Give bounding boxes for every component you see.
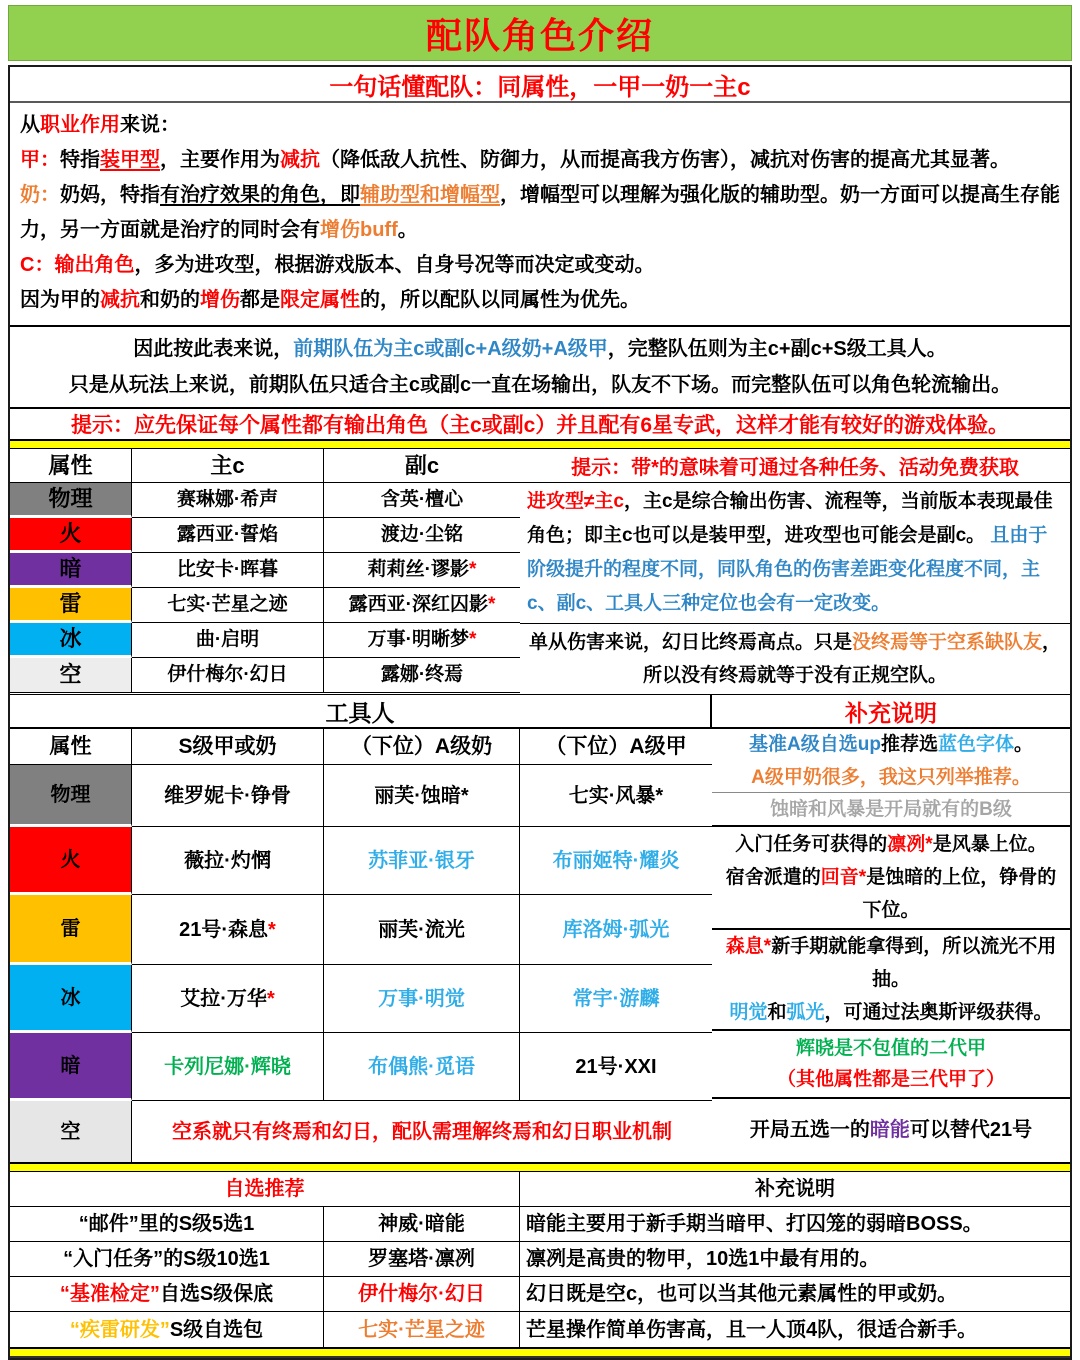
text-segment: 可以替代21号 [909,1119,1033,1141]
text-segment: 都是 [240,289,280,311]
intro-line-tank [20,143,1060,178]
text-segment: 没终焉等于空系缺队友 [851,632,1042,653]
sub-c-cell [324,658,520,693]
text-segment: ，所以没有终焉就等于没有正规空队。 [642,632,1062,686]
main-c-cell [132,483,324,518]
column-header-sub-c: 副c [324,449,520,483]
selector-char-cell [324,1242,520,1277]
text-segment: 因为甲的 [20,289,100,311]
text-segment: 和 [767,1002,787,1023]
tip-text [71,409,1009,439]
attr-cell-ice: 冰 [10,965,132,1033]
text-segment: “邮件”里的S级5选1 [78,1213,255,1235]
attr-cell-void: 空 [10,658,132,693]
sub-c-cell [324,518,520,553]
a-tank-cell [520,895,712,965]
s-rank-cell [132,965,324,1033]
note-line [717,930,1065,996]
a-healer-cell [324,1033,520,1101]
text-segment: C： [20,254,55,276]
text-segment: 从 [20,114,40,136]
column-header-main-c: 主c [132,449,324,483]
a-healer-cell [324,827,520,895]
text-segment: 基准A级自选up [749,733,881,755]
attr-cell-dark: 暗 [10,1033,132,1101]
tip-row [10,407,1070,439]
text-segment: 蚀暗和风暴是开局就有的B级 [770,798,1012,820]
text-segment: 奶妈，特指 [60,184,160,206]
support-table-body [10,729,1070,1162]
text-segment: 开局五选一的 [749,1119,870,1141]
content-frame [8,65,1072,1360]
text-segment: ，主要作用为 [160,149,280,171]
text-segment: 暗能 [869,1119,910,1141]
title-bar [8,5,1072,61]
text-segment: ，可通过法奥斯评级获得。 [824,1002,1053,1023]
text-segment: 布偶熊·觅语 [368,1055,475,1078]
selector-source-cell [10,1207,324,1242]
text-segment: 曲·启明 [195,629,260,650]
text-segment: 辅助型和增幅型 [360,184,500,206]
text-segment: 自选S级保底 [159,1283,274,1305]
a-tank-cell [520,827,712,895]
note-free-upgrades [712,827,1070,930]
yellow-divider-1 [10,439,1070,449]
selector-table-title: 自选推荐 [10,1172,520,1207]
text-segment: 暗能主要用于新手期当暗甲、打囚笼的弱暗BOSS。 [526,1213,983,1235]
text-segment: 21号·森息 [179,918,269,941]
note-line [735,828,1046,861]
yellow-divider-2 [10,1162,1070,1172]
free-character-tip [520,449,1070,483]
text-segment: 空系就只有终焉和幻日，配队需理解终焉和幻日职业机制 [172,1120,672,1143]
attr-cell-thunder: 雷 [10,588,132,623]
sub-c-cell [324,483,520,518]
text-segment: 丽芙·流光 [378,918,465,941]
text-segment: 辉晓是不包值的二代甲 [795,1038,986,1059]
text-segment: A级甲奶很多，我这只列举推荐。 [751,766,1031,788]
sub-c-cell [324,588,520,623]
void-merged-cell [132,1101,712,1162]
text-segment: * [268,918,276,941]
text-segment: * [266,987,275,1010]
text-segment: 奶： [20,184,60,206]
text-segment: 凛冽是高贵的物甲，10选1中最有用的。 [526,1248,880,1270]
text-segment: 幻日既是空c，也可以当其他元素属性的甲或奶。 [526,1283,958,1305]
main-c-note [520,483,1070,624]
text-segment: 芒星操作简单伤害高，且一人顶4队，很适合新手。 [526,1318,978,1341]
note-gen2-tank [712,1031,1070,1099]
text-segment: 推荐选 [880,733,938,755]
text-segment: 蓝色字体 [937,733,1014,755]
text-segment: ，增幅型可以理解为强化版的辅助型。奶一方面可以提高生存能力，另一方面就是治疗的同时会有 [20,184,1060,241]
main-c-cell [132,658,324,693]
text-segment: 神威·暗能 [378,1213,465,1235]
text-segment: 职业作用 [40,114,120,136]
text-segment: 艾拉·万华 [180,987,267,1010]
text-segment: “入门任务”的S级10选1 [63,1248,270,1270]
a-tank-cell [520,1033,712,1101]
text-segment: 增伤buff [320,219,398,241]
text-segment: * [468,559,477,580]
text-segment: 含英·檀心 [380,489,464,510]
column-header-a-tank: （下位）A级甲 [520,729,712,765]
column-header-attr: 属性 [10,729,132,765]
dps-notes-column [520,449,1070,694]
text-segment: 常宇·游麟 [572,987,660,1010]
text-segment: 露娜·终焉 [380,664,464,685]
main-c-cell [132,518,324,553]
note-line [751,761,1031,794]
text-segment: 只是从玩法上来说，前期队伍只适合主c或副c一直在场输出，队友不下场。而完整队伍可以角色轮流输出。 [68,374,1012,396]
text-segment: ，完整队伍则为主c+副c+S级工具人。 [607,338,947,360]
text-segment: 21号·XXI [575,1055,657,1078]
dps-table [10,449,1070,694]
text-segment: 布丽姬特·耀炎 [552,849,680,872]
support-table-titles [10,695,1070,729]
bottom-yellow-bar [10,1347,1070,1358]
a-tank-cell [520,765,712,827]
text-segment: 是蚀暗的上位，铮骨的下位。 [862,867,1057,921]
note-b-rank [712,793,1070,827]
selector-notes-title: 补充说明 [520,1172,1070,1207]
text-segment: 弧光 [786,1002,825,1023]
note-line [796,1033,986,1064]
attr-cell-physical: 物理 [10,765,132,827]
text-segment: 万事·明晰梦 [367,629,469,650]
text-segment: 回音* [820,867,867,888]
selector-source-cell [10,1242,324,1277]
text-segment: 因此按此表来说， [133,338,294,360]
selector-char-cell [324,1277,520,1312]
text-segment: 且由于阶级提升的程度不同，同队角色的伤害差距变化程度不同，主c、副c、工具人三种定位也会有一定改变。 [527,525,1048,614]
attr-cell-thunder: 雷 [10,895,132,965]
dps-table-grid [10,449,520,694]
support-table-grid [10,729,712,1162]
s-rank-cell [132,895,324,965]
text-segment: 特指 [60,149,100,171]
note-line [749,728,1033,761]
selector-note-cell [520,1242,1070,1277]
text-segment: 明觉 [729,1002,768,1023]
main-c-cell [132,588,324,623]
text-segment: 露西亚·深红囚影 [348,594,488,615]
attr-cell-void: 空 [10,1101,132,1162]
s-rank-cell [132,827,324,895]
note-void-text [526,626,1064,692]
s-rank-cell [132,765,324,827]
text-segment: 增伤 [200,289,240,311]
summary-box [10,325,1070,407]
selector-char-cell [324,1312,520,1347]
column-header-s-rank: S级甲或奶 [132,729,324,765]
note-newbie-obtain [712,930,1070,1031]
note-line [729,996,1052,1029]
support-table [10,694,1070,1162]
text-segment: 宿舍派遣的 [725,867,821,888]
selector-note-cell [520,1207,1070,1242]
attr-cell-physical: 物理 [10,483,132,518]
text-segment: 库洛姆·弧光 [562,918,670,941]
text-segment: 丽芙·蚀暗* [374,784,469,807]
intro-line-dps [20,248,1060,283]
text-segment: S级自选包 [169,1318,264,1341]
column-header-attr: 属性 [10,449,132,483]
text-segment: 输出角色 [54,254,135,276]
text-segment: 提示：应先保证每个属性都有输出角色（主c或副c）并且配有6星专武，这样才能有较好的游戏体验。 [70,414,1010,437]
attr-cell-dark: 暗 [10,553,132,588]
text-segment: 限定属性 [280,289,360,311]
text-segment: 七实·芒星之迹 [358,1318,485,1341]
text-segment: 。 [1013,733,1033,755]
attr-cell-fire: 火 [10,518,132,553]
selector-char-cell [324,1207,520,1242]
text-segment: 提示：带*的意味着可通过各种任务、活动免费获取 [571,457,1019,479]
void-note [520,624,1070,694]
text-segment: 。 [397,219,418,241]
selector-source-cell [10,1312,324,1347]
text-segment: * [468,629,477,650]
text-segment: 有治疗效果的角色，即 [160,184,360,206]
text-segment: （其他属性都是三代甲了） [776,1069,1005,1090]
note-line [750,1114,1032,1147]
selector-source-cell [10,1277,324,1312]
support-notes-column [712,729,1070,1162]
text-segment: 减抗 [100,289,140,311]
note-line [777,1064,1005,1095]
text-segment: 渡边·尘铭 [380,524,464,545]
support-notes-title: 补充说明 [845,699,937,726]
column-header-a-healer: （下位）A级奶 [324,729,520,765]
attr-cell-fire: 火 [10,827,132,895]
intro-line-roles [20,108,1060,143]
text-segment: ，主c是综合输出伤害、流程等，当前版本表现最佳角色；即主c也可以是装甲型，进攻型也可能会是副c。 [527,491,1053,546]
text-segment: 和奶的 [140,289,200,311]
text-segment: 维罗妮卡·铮骨 [164,784,291,807]
text-segment: 是风暴上位。 [932,834,1047,855]
text-segment: 新手期就能拿得到，所以流光不用抽。 [771,936,1057,990]
a-tank-cell [520,965,712,1033]
text-segment: 伊什梅尔·幻日 [167,664,288,685]
text-segment: 凛冽* [887,834,933,855]
text-segment: 装甲型 [100,149,160,171]
text-segment: 卡列尼娜·辉晓 [164,1055,291,1078]
sub-c-cell [324,553,520,588]
text-segment: “基准检定” [59,1283,160,1305]
text-segment: 甲： [20,149,60,171]
s-rank-cell [132,1033,324,1101]
text-segment: 七实·风暴* [568,784,664,807]
intro-line-healer [20,178,1060,248]
main-c-cell [132,553,324,588]
text-segment: 薇拉·灼惘 [184,849,271,872]
text-segment: （降低敌人抗性、防御力，从而提高我方伤害），减抗对伤害的提高尤其显著。 [320,149,1010,171]
text-segment: 苏菲亚·银牙 [368,849,475,872]
text-segment: * [487,594,496,615]
attr-cell-ice: 冰 [10,623,132,658]
text-segment: 来说： [120,114,180,136]
a-healer-cell [324,965,520,1033]
a-healer-cell [324,895,520,965]
text-segment: 入门任务可获得的 [735,834,888,855]
text-segment: 比安卡·晖暮 [176,559,279,580]
note-a-rank-picker [712,729,1070,793]
text-segment: 单从伤害来说，幻日比终焉高点。只是 [528,632,852,653]
text-segment: ，多为进攻型，根据游戏版本、自身号况等而决定或变动。 [134,254,655,276]
page-title: 配队角色介绍 [425,14,654,56]
note-attacker [527,491,1053,546]
text-segment: 罗塞塔·凛冽 [368,1248,475,1270]
summary-line-1 [18,331,1062,367]
main-c-cell [132,623,324,658]
selector-note-cell [520,1312,1070,1347]
note-line [770,793,1012,826]
selector-note-cell [520,1277,1070,1312]
text-segment: 进攻型≠主c [527,491,624,512]
summary-line-2 [18,367,1062,403]
text-segment: 的，所以配队以同属性为优先。 [360,289,640,311]
text-segment: “疾雷研发” [69,1318,170,1341]
intro-line-attribute [20,283,1060,318]
intro-section [10,103,1070,325]
note-dark-replace [712,1099,1070,1162]
subtitle: 一句话懂配队：同属性，一甲一奶一主c [10,67,1070,103]
text-segment: 七实·芒星之迹 [167,594,288,615]
support-table-title: 工具人 [10,695,712,727]
text-segment: 露西亚·誓焰 [176,524,279,545]
text-segment: 森息* [725,936,772,957]
text-segment: 伊什梅尔·幻日 [358,1283,485,1305]
text-segment: 减抗 [280,149,320,171]
text-segment: 前期队伍为主c或副c+A级奶+A级甲 [293,338,608,360]
a-healer-cell [324,765,520,827]
text-segment: 莉莉丝·谬影 [367,559,469,580]
sub-c-cell [324,623,520,658]
selector-table [10,1172,1070,1347]
text-segment: 赛琳娜·希声 [176,489,279,510]
note-line [717,861,1065,927]
text-segment: 万事·明觉 [378,987,465,1010]
